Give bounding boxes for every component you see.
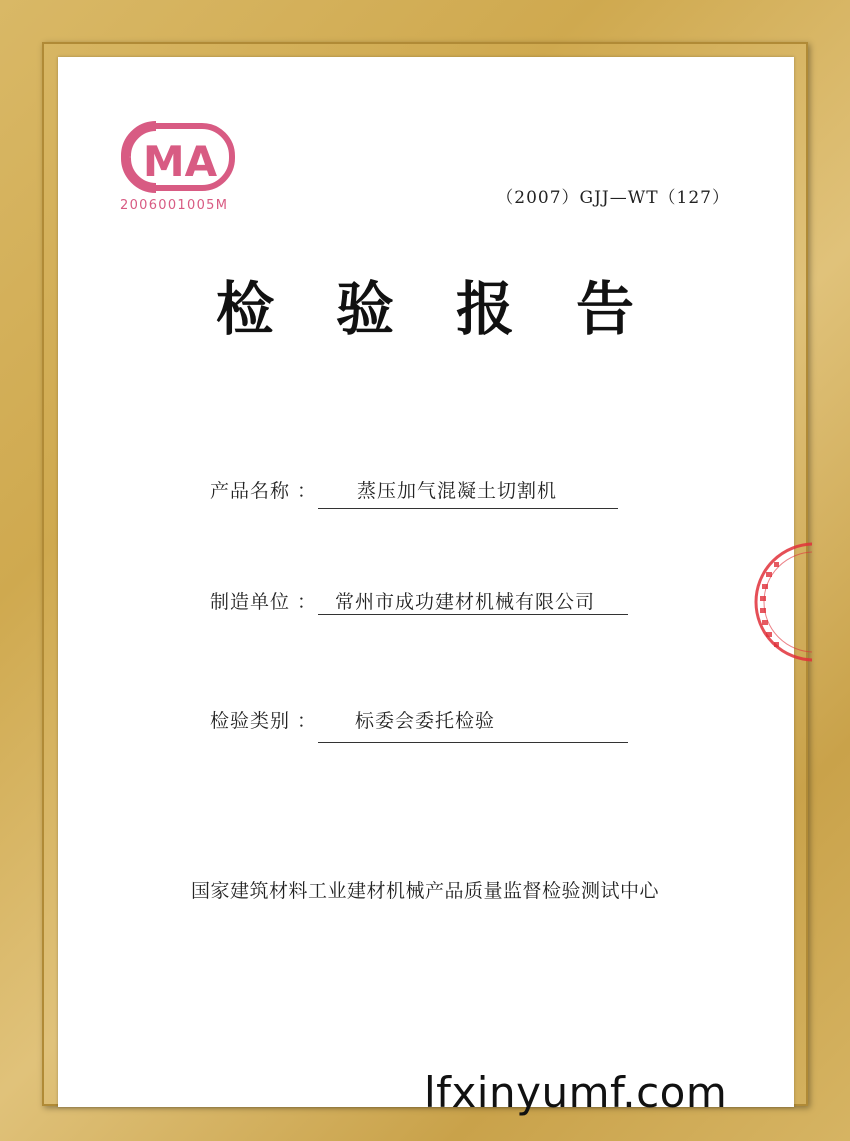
report-paper <box>58 57 794 1107</box>
cma-mark-text: MA <box>142 137 218 186</box>
manufacturer-value: 常州市成功建材机械有限公司 <box>335 591 596 613</box>
manufacturer-label: 制造单位 ： <box>210 591 318 613</box>
product-name-label: 产品名称 ： <box>210 480 318 502</box>
site-watermark: lfxinyumf.com <box>424 1068 728 1117</box>
product-name-value: 蒸压加气混凝土切割机 <box>357 480 558 502</box>
report-title: 检验报告 <box>215 275 696 343</box>
inspection-type-underline <box>318 742 628 743</box>
document-number: （2007）GJJ—WT（127） <box>496 188 730 208</box>
cma-mark-icon <box>120 120 238 200</box>
issuing-organization: 国家建筑材料工业建材机械产品质量监督检验测试中心 <box>190 880 659 902</box>
product-name-underline <box>318 508 618 509</box>
inspection-type-value: 标委会委托检验 <box>355 710 496 732</box>
manufacturer-underline <box>318 614 628 615</box>
cma-code: 2006001005M <box>120 198 229 213</box>
inspection-type-label: 检验类别 ： <box>210 710 318 732</box>
red-seal-icon <box>752 532 812 672</box>
